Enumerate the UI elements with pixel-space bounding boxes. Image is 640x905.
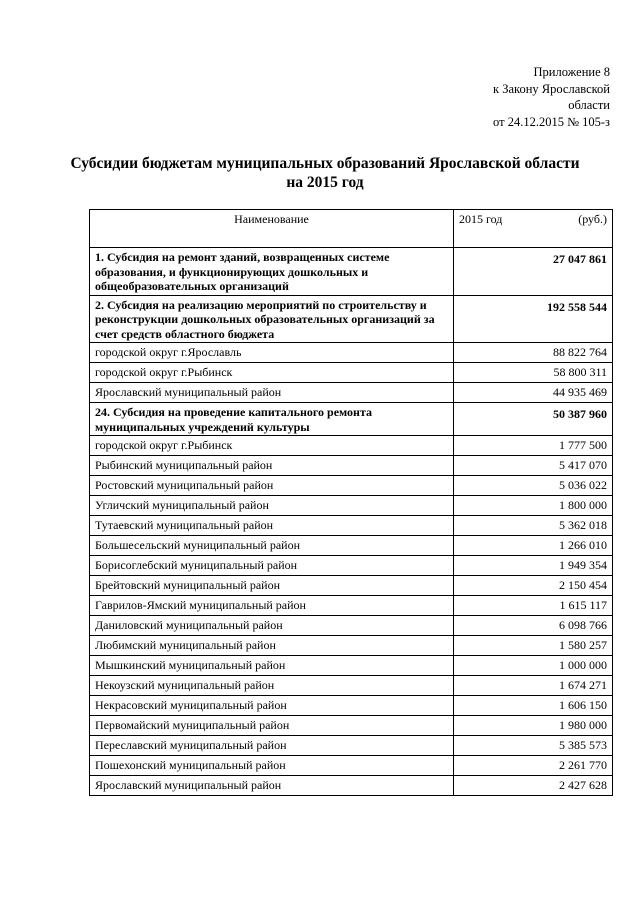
row-value: 192 558 544: [454, 295, 613, 343]
row-value: 1 266 010: [454, 536, 613, 556]
row-value: 1 800 000: [454, 496, 613, 516]
row-value: 1 615 117: [454, 596, 613, 616]
table-row: [90, 756, 613, 776]
row-value: 1 580 257: [454, 636, 613, 656]
row-value: 1 980 000: [454, 716, 613, 736]
row-value: 5 036 022: [454, 476, 613, 496]
unit-label: (руб.): [578, 212, 607, 226]
row-name: 1. Субсидия на ремонт зданий, возвращенных системе образования, и функционирующих дошкольных и общеобразовательных организаций: [90, 248, 454, 296]
row-name: Гаврилов-Ямский муниципальный район: [90, 596, 454, 616]
table-row: [90, 616, 613, 636]
document-title: [40, 154, 610, 192]
appendix-line: от 24.12.2015 № 105-з: [493, 114, 610, 129]
table-row: [90, 576, 613, 596]
row-value: 2 261 770: [454, 756, 613, 776]
table-row: [90, 776, 613, 796]
row-name: городской округ г.Рыбинск: [90, 436, 454, 456]
table-row: [90, 476, 613, 496]
table-row: [90, 556, 613, 576]
appendix-line: к Закону Ярославской: [493, 81, 610, 96]
row-name: Любимский муниципальный район: [90, 636, 454, 656]
table-row: [90, 736, 613, 756]
table-row: [90, 343, 613, 363]
row-value: 1 000 000: [454, 656, 613, 676]
row-value: 1 674 271: [454, 676, 613, 696]
year-label: 2015 год: [459, 212, 503, 226]
row-name: Некоузский муниципальный район: [90, 676, 454, 696]
row-name: городской округ г.Рыбинск: [90, 363, 454, 383]
title-line: Субсидии бюджетам муниципальных образований Ярославской области: [70, 155, 580, 172]
row-value: 1 777 500: [454, 436, 613, 456]
row-value: 5 385 573: [454, 736, 613, 756]
table-body: [90, 248, 613, 796]
row-name: 24. Субсидия на проведение капитального ремонта муниципальных учреждений культуры: [90, 403, 454, 436]
table-row: [90, 383, 613, 403]
row-value: 5 417 070: [454, 456, 613, 476]
row-value: 2 427 628: [454, 776, 613, 796]
row-value: 88 822 764: [454, 343, 613, 363]
row-name: Ярославский муниципальный район: [90, 383, 454, 403]
appendix-line: области: [568, 98, 610, 112]
row-name: Даниловский муниципальный район: [90, 616, 454, 636]
row-name: Брейтовский муниципальный район: [90, 576, 454, 596]
row-name: 2. Субсидия на реализацию мероприятий по строительству и реконструкции дошкольных образовательных организаций за счет средств областного бюджета: [90, 295, 454, 343]
subsidies-table: [89, 209, 613, 796]
row-name: Тутаевский муниципальный район: [90, 516, 454, 536]
row-value: 44 935 469: [454, 383, 613, 403]
title-line: на 2015 год: [286, 174, 364, 191]
table-row: [90, 363, 613, 383]
row-name: Мышкинский муниципальный район: [90, 656, 454, 676]
row-name: Большесельский муниципальный район: [90, 536, 454, 556]
row-name: Переславский муниципальный район: [90, 736, 454, 756]
row-value: 1 606 150: [454, 696, 613, 716]
row-name: Борисоглебский муниципальный район: [90, 556, 454, 576]
row-name: городской округ г.Ярославль: [90, 343, 454, 363]
table-row: [90, 676, 613, 696]
table-header-row: [90, 210, 613, 248]
row-name: Некрасовский муниципальный район: [90, 696, 454, 716]
row-value: 50 387 960: [454, 403, 613, 436]
name-column-header: Наименование: [90, 210, 454, 248]
row-value: 1 949 354: [454, 556, 613, 576]
table-row: [90, 456, 613, 476]
section-row: [90, 248, 613, 296]
section-row: [90, 295, 613, 343]
table-row: [90, 536, 613, 556]
row-value: 5 362 018: [454, 516, 613, 536]
table-row: [90, 656, 613, 676]
table-row: [90, 436, 613, 456]
row-name: Ярославский муниципальный район: [90, 776, 454, 796]
table-row: [90, 716, 613, 736]
table-row: [90, 596, 613, 616]
table-row: [90, 516, 613, 536]
row-value: 2 150 454: [454, 576, 613, 596]
row-name: Первомайский муниципальный район: [90, 716, 454, 736]
year-column-header: [454, 210, 613, 248]
section-row: [90, 403, 613, 436]
table-row: [90, 696, 613, 716]
row-value: 27 047 861: [454, 248, 613, 296]
appendix-line: Приложение 8: [533, 65, 610, 79]
appendix-note: [360, 64, 610, 130]
row-name: Ростовский муниципальный район: [90, 476, 454, 496]
row-name: Пошехонский муниципальный район: [90, 756, 454, 776]
row-value: 6 098 766: [454, 616, 613, 636]
table-row: [90, 496, 613, 516]
row-value: 58 800 311: [454, 363, 613, 383]
table-row: [90, 636, 613, 656]
row-name: Угличский муниципальный район: [90, 496, 454, 516]
row-name: Рыбинский муниципальный район: [90, 456, 454, 476]
